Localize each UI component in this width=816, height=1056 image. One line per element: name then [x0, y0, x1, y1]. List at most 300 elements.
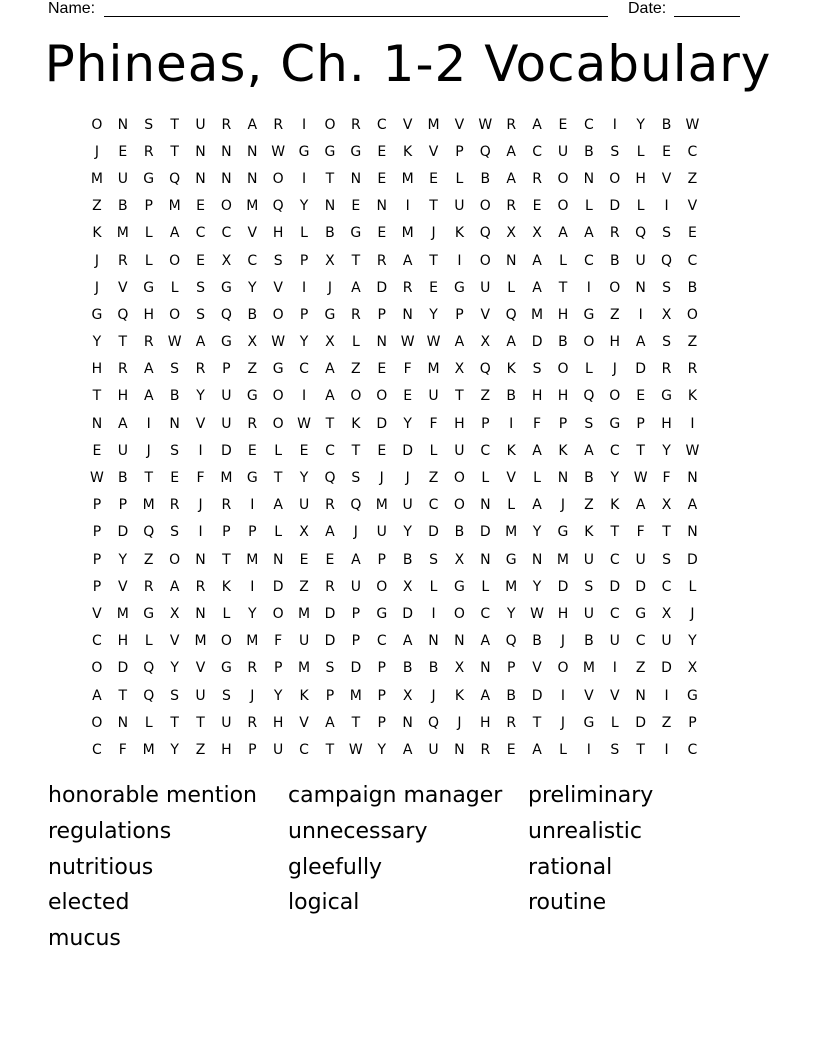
- grid-letter: D: [557, 578, 569, 595]
- grid-letter: T: [325, 741, 335, 758]
- grid-letter: C: [609, 605, 620, 622]
- grid-letter: O: [453, 470, 465, 487]
- grid-letter: T: [170, 116, 179, 133]
- grid-letter: E: [92, 442, 102, 459]
- grid-letter: L: [533, 470, 541, 487]
- grid-letter: G: [583, 306, 595, 323]
- grid-letter: J: [431, 687, 436, 704]
- grid-letter: T: [325, 170, 335, 187]
- grid-letter: O: [583, 334, 595, 351]
- grid-letter: N: [480, 551, 491, 568]
- grid-row: [84, 274, 736, 301]
- grid-letter: R: [247, 660, 258, 677]
- grid-row: [84, 356, 736, 383]
- grid-letter: A: [635, 497, 646, 514]
- grid-letter: B: [506, 388, 516, 405]
- grid-letter: B: [325, 225, 335, 242]
- grid-letter: S: [532, 361, 542, 378]
- name-label: Name:: [48, 0, 96, 17]
- grid-letter: P: [144, 198, 153, 215]
- grid-letter: G: [298, 143, 310, 160]
- grid-letter: S: [144, 116, 154, 133]
- grid-letter: O: [272, 388, 284, 405]
- grid-letter: S: [170, 687, 180, 704]
- grid-letter: Z: [661, 714, 672, 731]
- grid-letter: I: [664, 198, 669, 215]
- grid-letter: A: [351, 279, 361, 296]
- grid-row: [84, 410, 736, 437]
- grid-letter: G: [687, 687, 698, 704]
- grid-letter: A: [584, 225, 594, 242]
- grid-letter: O: [91, 660, 103, 677]
- word-list-item: honorable mention: [48, 783, 257, 808]
- grid-letter: P: [222, 361, 231, 378]
- grid-letter: V: [428, 143, 439, 160]
- grid-letter: O: [169, 306, 181, 323]
- grid-letter: T: [196, 714, 205, 731]
- grid-letter: H: [91, 361, 103, 378]
- grid-letter: P: [558, 415, 568, 432]
- grid-letter: K: [558, 442, 568, 459]
- grid-letter: T: [144, 470, 153, 487]
- grid-letter: I: [302, 170, 307, 187]
- grid-letter: L: [144, 714, 153, 731]
- grid-letter: C: [687, 143, 698, 160]
- grid-letter: E: [325, 551, 335, 568]
- grid-letter: Y: [403, 524, 412, 541]
- word-list-item: unnecessary: [288, 818, 428, 844]
- grid-letter: A: [402, 633, 413, 650]
- grid-letter: D: [635, 361, 647, 378]
- grid-letter: I: [664, 741, 669, 758]
- grid-letter: M: [194, 633, 207, 650]
- grid-letter: M: [401, 170, 414, 187]
- grid-letter: B: [118, 470, 128, 487]
- grid-letter: O: [557, 170, 569, 187]
- grid-letter: N: [376, 198, 387, 215]
- grid-letter: L: [274, 442, 283, 459]
- grid-letter: C: [92, 741, 102, 758]
- grid-letter: U: [298, 633, 310, 650]
- grid-letter: S: [584, 415, 594, 432]
- grid-row: [84, 546, 736, 573]
- grid-letter: G: [350, 225, 362, 242]
- grid-letter: X: [480, 334, 491, 351]
- grid-letter: R: [221, 116, 232, 133]
- grid-letter: O: [376, 578, 388, 595]
- grid-letter: M: [505, 578, 518, 595]
- grid-letter: C: [687, 741, 698, 758]
- grid-letter: I: [431, 605, 436, 622]
- grid-letter: I: [302, 388, 307, 405]
- grid-letter: S: [170, 361, 180, 378]
- grid-letter: E: [429, 170, 438, 187]
- grid-letter: Q: [505, 306, 517, 323]
- grid-letter: O: [272, 415, 284, 432]
- grid-letter: P: [636, 415, 645, 432]
- grid-letter: A: [506, 143, 516, 160]
- grid-letter: O: [272, 306, 284, 323]
- grid-letter: G: [583, 714, 595, 731]
- grid-letter: Y: [299, 470, 309, 487]
- grid-letter: R: [350, 306, 361, 323]
- grid-letter: B: [584, 633, 594, 650]
- grid-letter: V: [402, 116, 413, 133]
- grid-letter: I: [560, 687, 566, 704]
- grid-letter: O: [91, 116, 103, 133]
- grid-letter: U: [428, 388, 439, 405]
- word-list-item: elected: [48, 890, 130, 916]
- grid-letter: W: [685, 442, 700, 459]
- grid-letter: A: [506, 334, 516, 351]
- grid-letter: Q: [117, 306, 129, 323]
- grid-letter: O: [169, 551, 181, 568]
- grid-letter: T: [429, 198, 438, 215]
- grid-letter: A: [584, 442, 594, 459]
- grid-letter: U: [273, 741, 284, 758]
- grid-letter: J: [327, 279, 333, 296]
- grid-letter: J: [146, 442, 151, 459]
- grid-letter: N: [195, 605, 206, 622]
- grid-letter: R: [506, 714, 517, 731]
- grid-letter: X: [325, 334, 335, 351]
- grid-letter: N: [531, 551, 543, 568]
- grid-letter: M: [90, 170, 103, 187]
- grid-letter: L: [636, 198, 645, 215]
- grid-letter: P: [377, 306, 386, 323]
- grid-letter: X: [221, 252, 232, 269]
- grid-letter: W: [633, 470, 648, 487]
- grid-letter: D: [661, 660, 672, 677]
- grid-letter: N: [428, 633, 439, 650]
- grid-letter: T: [662, 524, 671, 541]
- grid-letter: Q: [272, 198, 284, 215]
- grid-letter: K: [299, 687, 309, 704]
- grid-letter: Z: [299, 578, 309, 595]
- grid-letter: L: [144, 252, 153, 269]
- grid-letter: G: [220, 660, 232, 677]
- grid-letter: N: [272, 551, 284, 568]
- grid-letter: I: [302, 279, 307, 296]
- grid-letter: A: [480, 687, 491, 704]
- grid-row: [84, 573, 736, 600]
- grid-letter: Y: [532, 578, 542, 595]
- grid-letter: A: [325, 714, 335, 731]
- grid-letter: Z: [92, 198, 102, 215]
- grid-letter: G: [246, 470, 258, 487]
- grid-letter: L: [351, 334, 360, 351]
- grid-letter: M: [246, 551, 259, 568]
- grid-letter: M: [427, 116, 440, 133]
- grid-row: [84, 220, 736, 247]
- grid-letter: V: [661, 170, 672, 187]
- grid-letter: J: [431, 225, 436, 242]
- grid-letter: N: [505, 252, 517, 269]
- grid-letter: J: [94, 252, 100, 269]
- grid-letter: H: [661, 415, 672, 432]
- grid-letter: H: [117, 633, 129, 650]
- grid-letter: N: [117, 714, 129, 731]
- grid-letter: P: [299, 252, 309, 269]
- grid-letter: O: [453, 605, 465, 622]
- grid-letter: D: [324, 633, 336, 650]
- grid-letter: Y: [92, 334, 102, 351]
- grid-row: [84, 247, 736, 274]
- grid-letter: M: [168, 198, 181, 215]
- grid-letter: O: [324, 116, 336, 133]
- grid-letter: A: [118, 415, 128, 432]
- grid-letter: F: [403, 361, 412, 378]
- grid-letter: T: [351, 252, 361, 269]
- grid-letter: T: [558, 279, 568, 296]
- grid-letter: H: [531, 388, 543, 405]
- grid-letter: X: [169, 605, 180, 622]
- word-list-item: nutritious: [48, 854, 154, 880]
- grid-letter: F: [274, 633, 283, 650]
- grid-letter: B: [609, 252, 620, 269]
- word-list-item: preliminary: [528, 783, 654, 808]
- grid-row: [84, 165, 736, 192]
- grid-letter: G: [91, 306, 103, 323]
- grid-letter: R: [325, 497, 335, 514]
- grid-letter: P: [455, 143, 464, 160]
- grid-letter: X: [454, 361, 465, 378]
- grid-letter: N: [195, 551, 206, 568]
- grid-letter: O: [609, 170, 621, 187]
- grid-letter: Y: [273, 687, 283, 704]
- grid-letter: R: [661, 361, 672, 378]
- grid-letter: V: [273, 279, 283, 296]
- grid-letter: O: [453, 497, 465, 514]
- grid-letter: R: [195, 361, 206, 378]
- grid-letter: Y: [196, 388, 205, 405]
- grid-letter: L: [559, 252, 567, 269]
- grid-letter: T: [532, 714, 542, 731]
- grid-letter: L: [610, 714, 619, 731]
- grid-letter: I: [198, 524, 203, 541]
- grid-letter: Y: [636, 116, 645, 133]
- grid-letter: W: [90, 470, 104, 487]
- grid-letter: Z: [143, 551, 154, 568]
- grid-letter: B: [428, 660, 439, 677]
- grid-letter: P: [118, 497, 128, 514]
- grid-letter: B: [118, 198, 128, 215]
- grid-letter: A: [687, 497, 698, 514]
- grid-letter: L: [481, 578, 490, 595]
- grid-letter: A: [532, 116, 542, 133]
- grid-letter: C: [376, 633, 387, 650]
- grid-letter: U: [428, 741, 439, 758]
- grid-letter: Z: [635, 660, 646, 677]
- grid-letter: W: [271, 143, 286, 160]
- grid-row: [84, 329, 736, 356]
- grid-letter: N: [221, 143, 232, 160]
- grid-letter: A: [532, 497, 542, 514]
- grid-letter: M: [298, 605, 311, 622]
- grid-letter: N: [557, 470, 569, 487]
- grid-letter: F: [533, 415, 542, 432]
- grid-letter: R: [117, 361, 128, 378]
- grid-letter: N: [687, 470, 698, 487]
- grid-letter: A: [169, 225, 180, 242]
- grid-letter: T: [636, 741, 645, 758]
- grid-letter: Q: [143, 524, 155, 541]
- grid-letter: X: [506, 225, 516, 242]
- grid-letter: Q: [169, 170, 181, 187]
- grid-letter: T: [92, 388, 102, 405]
- grid-letter: Z: [687, 170, 698, 187]
- grid-letter: W: [167, 334, 182, 351]
- grid-letter: I: [586, 741, 591, 758]
- grid-letter: S: [170, 442, 180, 459]
- grid-letter: R: [143, 578, 154, 595]
- word-list-item: rational: [528, 854, 613, 880]
- grid-letter: D: [221, 442, 232, 459]
- grid-letter: T: [351, 442, 361, 459]
- grid-letter: A: [532, 252, 542, 269]
- grid-letter: U: [583, 551, 594, 568]
- grid-letter: D: [117, 524, 129, 541]
- grid-letter: P: [506, 660, 516, 677]
- grid-letter: N: [480, 660, 491, 677]
- grid-letter: U: [480, 279, 491, 296]
- grid-letter: P: [222, 524, 231, 541]
- grid-letter: M: [116, 605, 129, 622]
- grid-letter: C: [221, 225, 232, 242]
- grid-letter: O: [557, 660, 569, 677]
- grid-letter: Z: [609, 306, 620, 323]
- grid-letter: N: [402, 714, 413, 731]
- grid-letter: X: [454, 660, 465, 677]
- grid-letter: A: [143, 388, 154, 405]
- grid-row: [84, 111, 736, 138]
- grid-letter: R: [402, 279, 413, 296]
- word-list: [48, 778, 768, 957]
- grid-letter: I: [405, 198, 410, 215]
- grid-letter: A: [143, 361, 154, 378]
- grid-letter: B: [584, 470, 594, 487]
- grid-letter: N: [376, 334, 387, 351]
- grid-row: [84, 519, 736, 546]
- grid-row: [84, 301, 736, 328]
- grid-letter: T: [455, 388, 464, 405]
- grid-letter: V: [247, 225, 258, 242]
- grid-letter: R: [609, 225, 620, 242]
- grid-letter: J: [353, 524, 358, 541]
- grid-letter: C: [609, 551, 620, 568]
- grid-letter: Z: [480, 388, 491, 405]
- grid-letter: A: [635, 334, 646, 351]
- grid-letter: D: [479, 524, 491, 541]
- grid-letter: Q: [479, 361, 491, 378]
- grid-letter: Y: [403, 415, 412, 432]
- grid-letter: H: [557, 306, 569, 323]
- grid-letter: B: [661, 116, 672, 133]
- grid-letter: A: [480, 633, 491, 650]
- grid-letter: C: [195, 225, 206, 242]
- grid-letter: W: [426, 334, 441, 351]
- grid-letter: O: [350, 388, 362, 405]
- word-list-item: mucus: [48, 926, 121, 952]
- grid-letter: I: [638, 306, 643, 323]
- grid-letter: M: [116, 225, 129, 242]
- grid-letter: G: [143, 170, 155, 187]
- grid-letter: S: [584, 578, 594, 595]
- grid-letter: M: [298, 660, 311, 677]
- grid-letter: E: [377, 143, 387, 160]
- grid-letter: E: [196, 252, 205, 269]
- grid-letter: I: [612, 660, 617, 677]
- grid-letter: B: [687, 279, 698, 296]
- grid-letter: I: [612, 116, 617, 133]
- grid-letter: Y: [610, 470, 620, 487]
- grid-letter: K: [454, 687, 464, 704]
- grid-letter: U: [117, 170, 128, 187]
- grid-letter: S: [196, 306, 205, 323]
- grid-letter: Z: [428, 470, 439, 487]
- grid-letter: N: [583, 170, 595, 187]
- grid-letter: E: [403, 388, 413, 405]
- grid-letter: R: [687, 361, 698, 378]
- grid-letter: U: [221, 415, 232, 432]
- grid-letter: T: [170, 143, 179, 160]
- grid-letter: U: [195, 687, 206, 704]
- grid-letter: O: [479, 198, 491, 215]
- grid-letter: E: [662, 143, 671, 160]
- grid-letter: T: [325, 415, 335, 432]
- grid-letter: J: [560, 714, 566, 731]
- grid-letter: K: [610, 497, 620, 514]
- grid-letter: I: [509, 415, 514, 432]
- grid-row: [84, 138, 736, 165]
- grid-letter: D: [117, 660, 129, 677]
- grid-letter: P: [92, 578, 102, 595]
- grid-letter: J: [560, 497, 566, 514]
- grid-letter: R: [506, 198, 517, 215]
- grid-letter: N: [635, 279, 646, 296]
- grid-letter: B: [506, 687, 516, 704]
- grid-letter: R: [169, 497, 180, 514]
- grid-letter: E: [429, 279, 438, 296]
- grid-letter: V: [532, 660, 542, 677]
- grid-letter: L: [429, 578, 438, 595]
- grid-letter: S: [273, 252, 283, 269]
- grid-letter: N: [454, 633, 465, 650]
- grid-letter: D: [324, 605, 336, 622]
- grid-letter: L: [507, 279, 516, 296]
- grid-row: [84, 628, 736, 655]
- grid-letter: H: [221, 741, 232, 758]
- grid-letter: E: [506, 741, 516, 758]
- grid-letter: V: [299, 714, 309, 731]
- grid-letter: J: [612, 361, 617, 378]
- grid-letter: Z: [584, 497, 594, 514]
- grid-letter: U: [376, 524, 387, 541]
- grid-letter: R: [247, 415, 258, 432]
- grid-letter: G: [557, 524, 569, 541]
- grid-letter: W: [297, 415, 311, 432]
- grid-letter: E: [351, 198, 361, 215]
- grid-letter: J: [94, 143, 100, 160]
- grid-letter: R: [221, 497, 232, 514]
- grid-letter: E: [170, 470, 180, 487]
- grid-letter: R: [480, 741, 491, 758]
- grid-letter: Q: [505, 633, 517, 650]
- grid-letter: P: [325, 687, 335, 704]
- grid-letter: Q: [583, 388, 595, 405]
- grid-letter: R: [117, 252, 128, 269]
- grid-letter: C: [661, 578, 672, 595]
